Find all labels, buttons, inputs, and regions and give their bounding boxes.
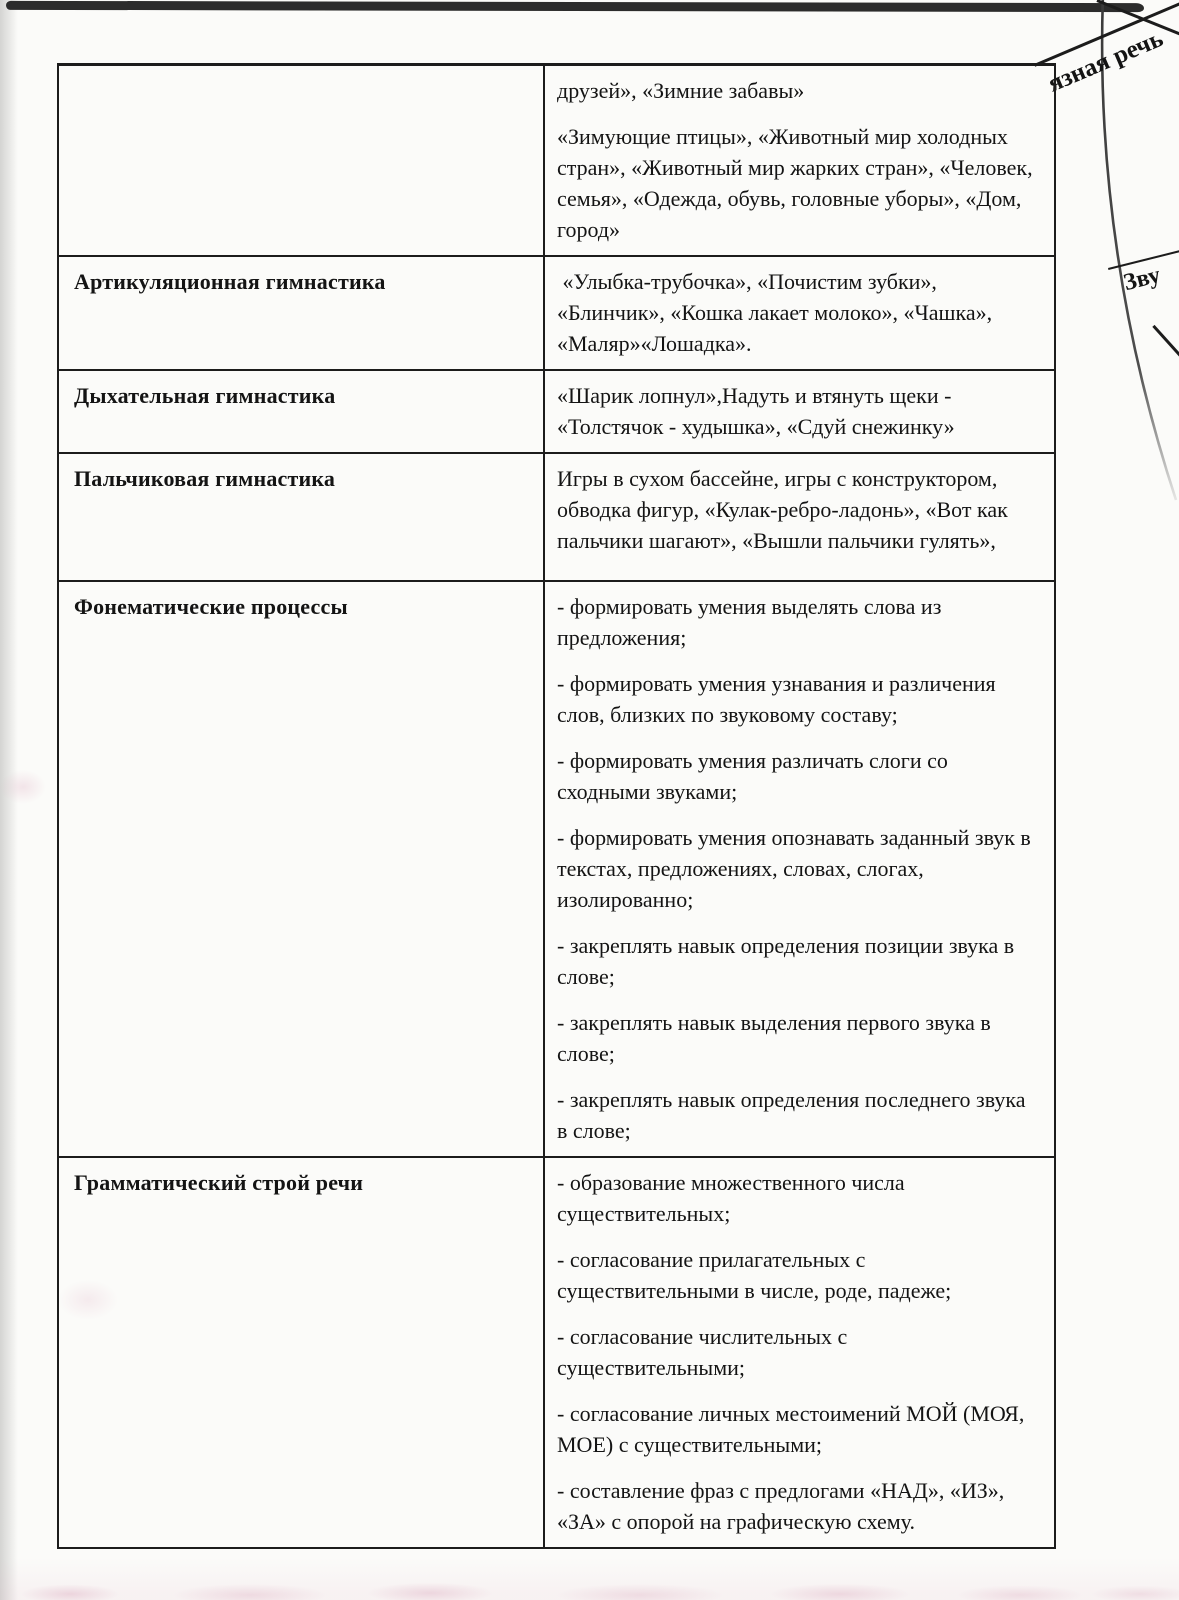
- content-paragraph: друзей», «Зимние забавы»: [557, 78, 805, 103]
- content-cell: [545, 582, 1054, 1156]
- content-cell: [545, 371, 1054, 452]
- background-sheet-border-line-lower: [1152, 325, 1179, 365]
- paper-edge-shadow: [0, 0, 18, 1600]
- content-paragraph: «Улыбка-трубочка», «Почистим зубки», «Блинчик», «Кошка лакает молоко», «Чашка», «Маляр»«Лошадка».: [557, 269, 998, 356]
- table-row: [59, 257, 1054, 371]
- activity-label: Артикуляционная гимнастика: [74, 269, 386, 294]
- content-paragraph: - формировать умения опознавать заданный звук в текстах, предложениях, словах, слогах, изолированно;: [557, 825, 1037, 912]
- activity-label: Дыхательная гимнастика: [74, 383, 336, 408]
- content-cell: [545, 454, 1054, 580]
- activity-label: Пальчиковая гимнастика: [74, 466, 336, 491]
- table-row: [59, 66, 1054, 257]
- content-paragraph: «Шарик лопнул»,Надуть и втянуть щеки - «Толстячок - худышка», «Сдуй снежинку»: [557, 383, 957, 439]
- activity-label: Фонематические процессы: [74, 594, 348, 619]
- content-cell: [545, 1158, 1054, 1547]
- background-sheet-fragment-top-text: язная речь: [1044, 25, 1168, 98]
- content-paragraph: - закреплять навык выделения первого звука в слове;: [557, 1010, 997, 1066]
- content-cell: [545, 66, 1054, 255]
- scan-artifact-top-streak: [6, 1, 1144, 12]
- content-paragraph: - формировать умения различать слоги со сходными звуками;: [557, 748, 954, 804]
- activity-cell: [59, 66, 545, 255]
- table-row: [59, 1158, 1054, 1547]
- activity-cell: [59, 1158, 545, 1547]
- content-paragraph: - формировать умения выделять слова из предложения;: [557, 594, 947, 650]
- activity-cell: [59, 257, 545, 369]
- background-sheet-fragment-lower-text: Зву: [1121, 262, 1164, 297]
- activity-cell: [59, 582, 545, 1156]
- activity-label: Грамматический строй речи: [74, 1170, 364, 1195]
- content-paragraph: «Зимующие птицы», «Животный мир холодных стран», «Животный мир жарких стран», «Человек, семья», «Одежда, обувь, головные уборы», «Дом, город»: [557, 124, 1039, 242]
- speech-therapy-activities-table: [57, 63, 1056, 1549]
- content-paragraph: - согласование прилагательных с существительными в числе, роде, падеже;: [557, 1247, 952, 1303]
- content-paragraph: - закреплять навык определения последнего звука в слове;: [557, 1087, 1031, 1143]
- content-paragraph: - образование множественного числа существительных;: [557, 1170, 911, 1226]
- content-paragraph: - формировать умения узнавания и различения слов, близких по звуковому составу;: [557, 671, 1002, 727]
- activity-cell: [59, 371, 545, 452]
- content-paragraph: - закреплять навык определения позиции звука в слове;: [557, 933, 1020, 989]
- content-paragraph: - согласование личных местоимений МОЙ (МОЯ, МОЕ) с существительными;: [557, 1401, 1030, 1457]
- scan-artifact-bleedthrough-band: [0, 1558, 1179, 1600]
- content-paragraph: - составление фраз с предлогами «НАД», «ИЗ», «ЗА» с опорой на графическую схему.: [557, 1478, 1010, 1534]
- table-row: [59, 371, 1054, 454]
- table-row: [59, 454, 1054, 582]
- table-row: [59, 582, 1054, 1158]
- content-paragraph: Игры в сухом бассейне, игры с конструктором, обводка фигур, «Кулак-ребро-ладонь», «Вот как пальчики шагают», «Вышли пальчики гулять»,: [557, 466, 1014, 553]
- content-cell: [545, 257, 1054, 369]
- content-paragraph: - согласование числительных с существительными;: [557, 1324, 853, 1380]
- background-sheet-fragment-sound: [1108, 231, 1179, 300]
- activity-cell: [59, 454, 545, 580]
